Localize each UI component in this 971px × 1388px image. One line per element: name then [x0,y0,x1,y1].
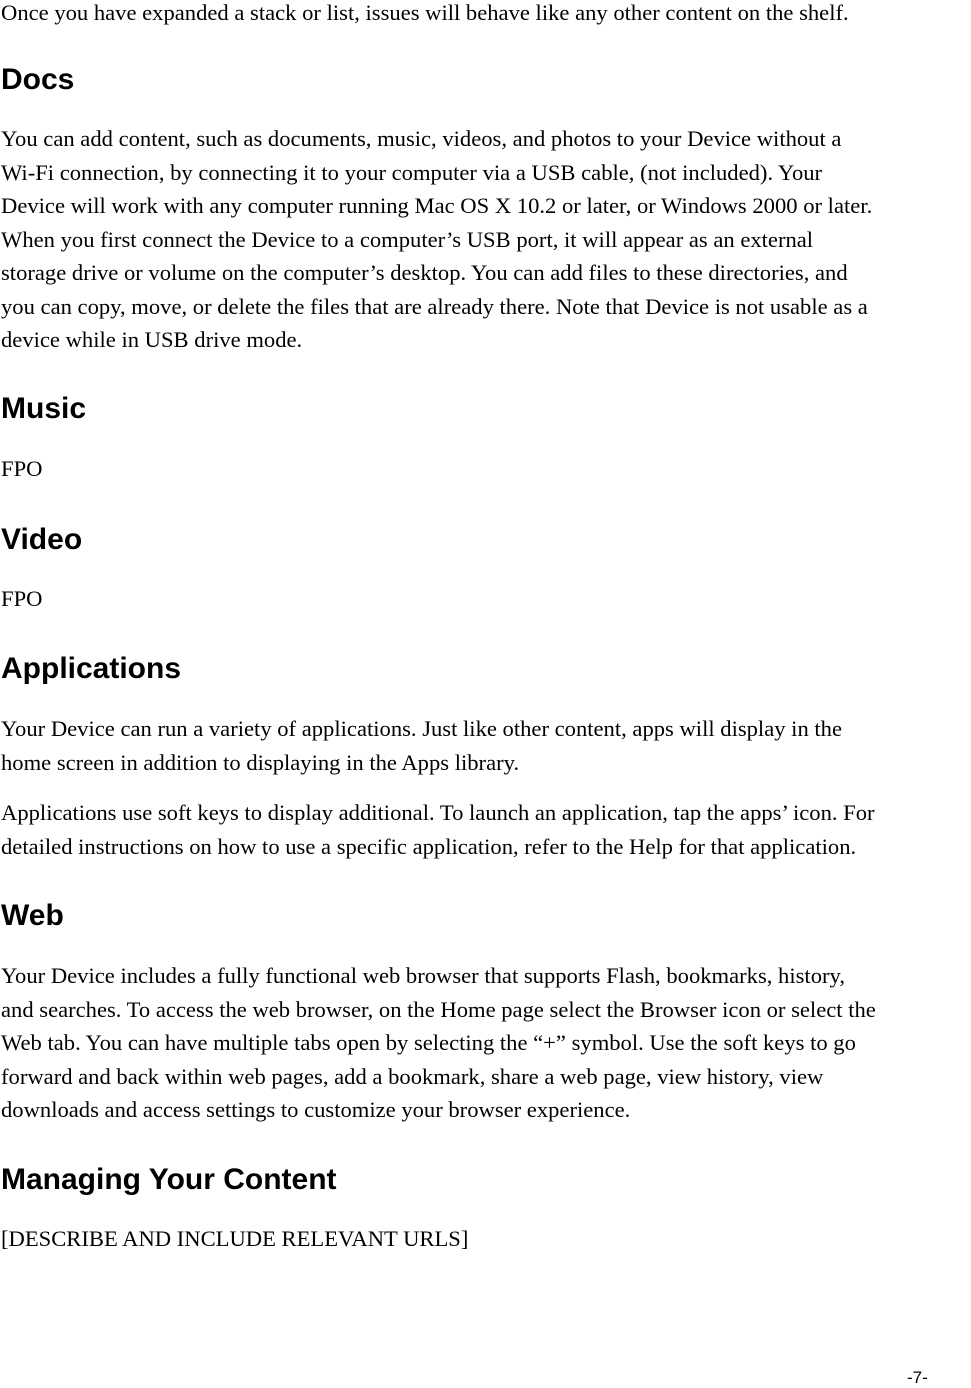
web-line: downloads and access settings to customize your browser experience. [1,1097,631,1122]
applications-line: Your Device can run a variety of applications. Just like other content, apps will display in the [1,716,843,741]
docs-line: You can add content, such as documents, music, videos, and photos to your Device without a [1,126,842,151]
music-paragraph: FPO [1,456,43,481]
web-line: forward and back within web pages, add a bookmark, share a web page, view history, view [1,1063,824,1089]
managing-content-heading: Managing Your Content [1,1163,337,1196]
docs-line: storage drive or volume on the computer’s desktop. You can add files to these directories, and [1,260,848,285]
docs-line: When you first connect the Device to a computer’s USB port, it will appear as an external [1,226,814,252]
applications-line: Applications use soft keys to display additional. To launch an application, tap the apps’ icon. For [1,800,875,825]
applications-paragraph-1 [1,712,969,779]
managing-content-paragraph: [DESCRIBE AND INCLUDE RELEVANT URLS] [1,1226,469,1251]
web-paragraph [1,959,969,1127]
intro-paragraph: Once you have expanded a stack or list, issues will behave like any other content on the shelf. [1,0,849,25]
docs-line: device while in USB drive mode. [1,327,303,352]
music-heading: Music [1,392,87,425]
web-line: Web tab. You can have multiple tabs open by selecting the “+” symbol. Use the soft keys to go [1,1030,856,1055]
docs-paragraph [1,122,969,357]
docs-line: you can copy, move, or delete the files that are already there. Note that Device is not usable as a [1,293,868,319]
applications-paragraph-2 [1,796,969,863]
web-heading: Web [1,899,64,932]
web-line: and searches. To access the web browser, on the Home page select the Browser icon or select the [1,996,876,1022]
video-heading: Video [1,523,83,556]
docs-line: Device will work with any computer running Mac OS X 10.2 or later, or Windows 2000 or later. [1,193,873,218]
page-number: -7- [907,1368,928,1387]
applications-line: detailed instructions on how to use a specific application, refer to the Help for that application. [1,833,857,859]
docs-line: Wi-Fi connection, by connecting it to your computer via a USB cable, (not included). Your [1,159,823,185]
applications-line: home screen in addition to displaying in the Apps library. [1,749,520,775]
docs-heading: Docs [1,63,75,96]
web-line: Your Device includes a fully functional web browser that supports Flash, bookmarks, history, [1,963,845,988]
video-paragraph: FPO [1,586,43,611]
applications-heading: Applications [1,652,182,685]
